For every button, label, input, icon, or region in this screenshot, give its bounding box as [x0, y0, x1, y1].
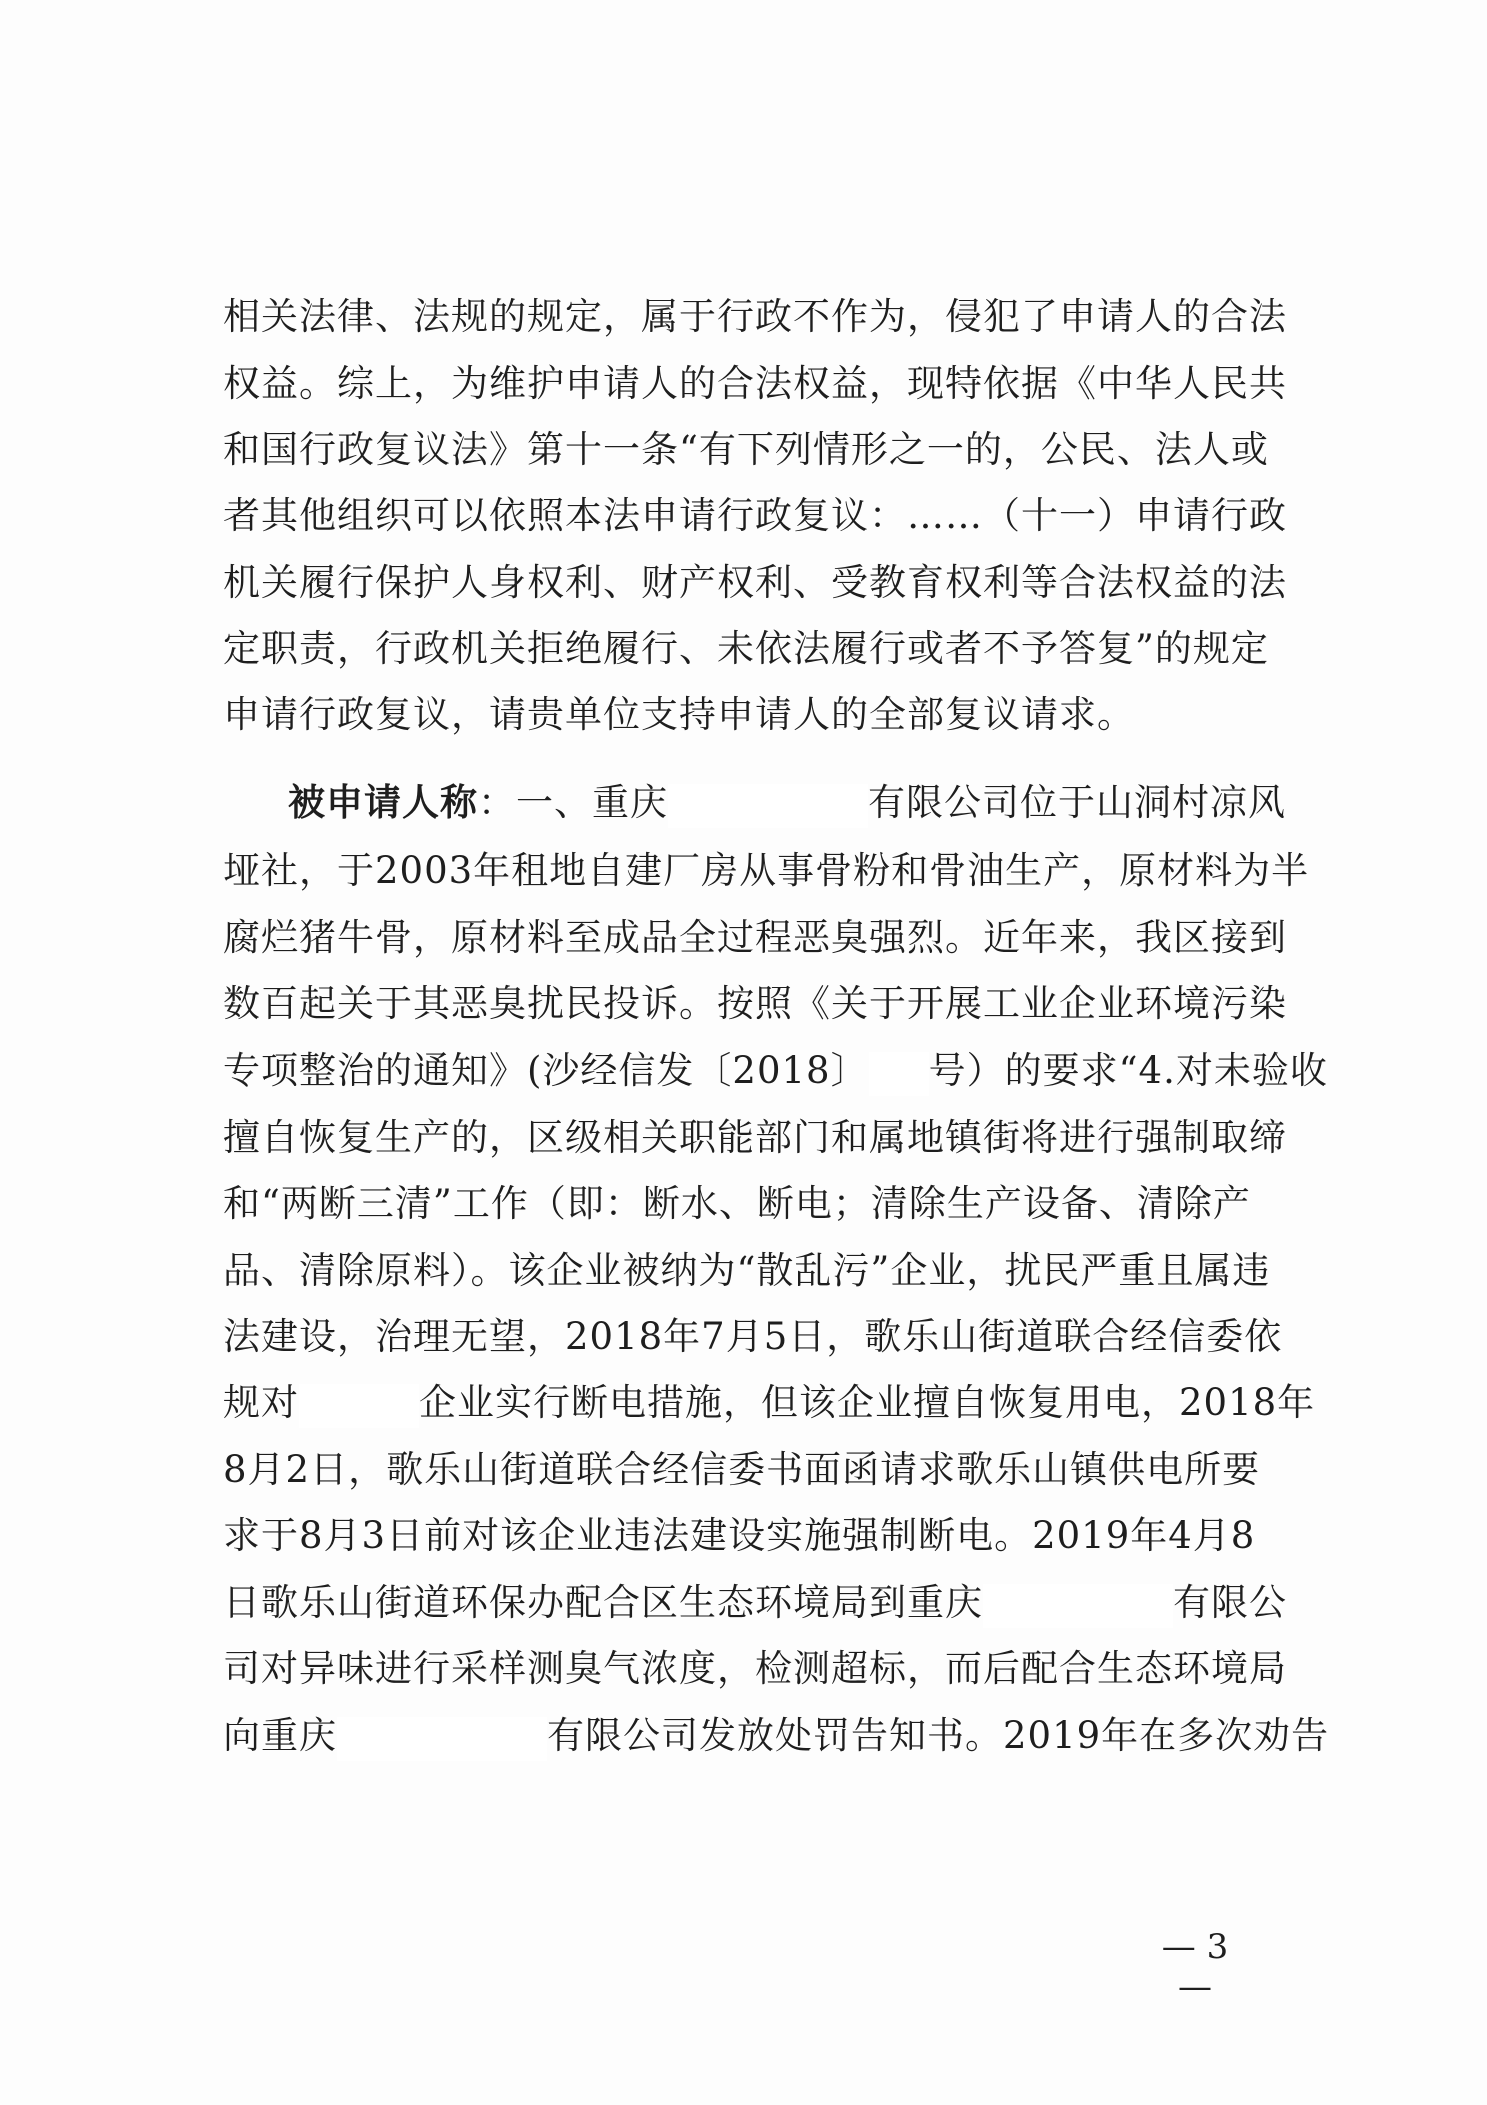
text-fragment: 号）的要求“4.对未验收 [928, 1049, 1328, 1092]
text-line: 腐烂猪牛骨，原材料至成品全过程恶臭强烈。近年来，我区接到 [223, 916, 1287, 959]
redaction-block [337, 1717, 547, 1761]
text-line: 权益。综上，为维护申请人的合法权益，现特依据《中华人民共 [223, 362, 1287, 405]
text-line: 垭社，于2003年租地自建厂房从事骨粉和骨油生产，原材料为半 [223, 849, 1310, 892]
text-fragment: 专项整治的通知》(沙经信发〔2018〕 [223, 1049, 869, 1092]
text-fragment: 有限公 [1173, 1581, 1287, 1624]
redaction-block [869, 1052, 929, 1096]
text-fragment: 有限公司发放处罚告知书。2019年在多次劝告 [547, 1714, 1330, 1757]
text-line [223, 1711, 1329, 1761]
text-line [223, 1378, 1315, 1428]
text-line: 8月2日，歌乐山街道联合经信委书面函请求歌乐山镇供电所要 [223, 1448, 1261, 1491]
text-line: 机关履行保护人身权利、财产权利、受教育权利等合法权益的法 [223, 561, 1287, 604]
page-number: — 3 — [1161, 1927, 1229, 2007]
text-fragment: ：一、重庆 [478, 781, 668, 824]
redaction-block [668, 784, 868, 828]
text-line: 数百起关于其恶臭扰民投诉。按照《关于开展工业企业环境污染 [223, 982, 1287, 1025]
text-line: 定职责，行政机关拒绝履行、未依法履行或者不予答复”的规定 [223, 627, 1269, 670]
text-line [223, 1046, 1328, 1096]
text-line: 法建设，治理无望，2018年7月5日，歌乐山街道联合经信委依 [223, 1315, 1283, 1358]
text-fragment: 有限公司位于山洞村凉风 [868, 781, 1286, 824]
text-fragment: 向重庆 [223, 1714, 337, 1757]
respondent-heading: 被申请人称 [288, 781, 478, 824]
text-fragment: 日歌乐山街道环保办配合区生态环境局到重庆 [223, 1581, 983, 1624]
text-line: 申请行政复议，请贵单位支持申请人的全部复议请求。 [223, 693, 1135, 736]
redaction-block [299, 1384, 419, 1428]
text-line: 相关法律、法规的规定，属于行政不作为，侵犯了申请人的合法 [223, 295, 1287, 338]
text-line: 司对异味进行采样测臭气浓度，检测超标，而后配合生态环境局 [223, 1647, 1287, 1690]
respondent-paragraph-first-line [288, 778, 1286, 828]
text-line [223, 1578, 1287, 1628]
text-line: 者其他组织可以依照本法申请行政复议：……（十一）申请行政 [223, 494, 1287, 537]
redaction-block [983, 1584, 1173, 1628]
text-fragment: 企业实行断电措施，但该企业擅自恢复用电，2018年 [419, 1381, 1316, 1424]
text-line: 和国行政复议法》第十一条“有下列情形之一的，公民、法人或 [223, 428, 1269, 471]
text-line: 擅自恢复生产的，区级相关职能部门和属地镇街将进行强制取缔 [223, 1116, 1287, 1159]
text-line: 求于8月3日前对该企业违法建设实施强制断电。2019年4月8 [223, 1514, 1256, 1557]
text-line: 和“两断三清”工作（即：断水、断电；清除生产设备、清除产 [223, 1182, 1251, 1225]
text-line: 品、清除原料）。该企业被纳为“散乱污”企业，扰民严重且属违 [223, 1249, 1271, 1292]
text-fragment: 规对 [223, 1381, 299, 1424]
